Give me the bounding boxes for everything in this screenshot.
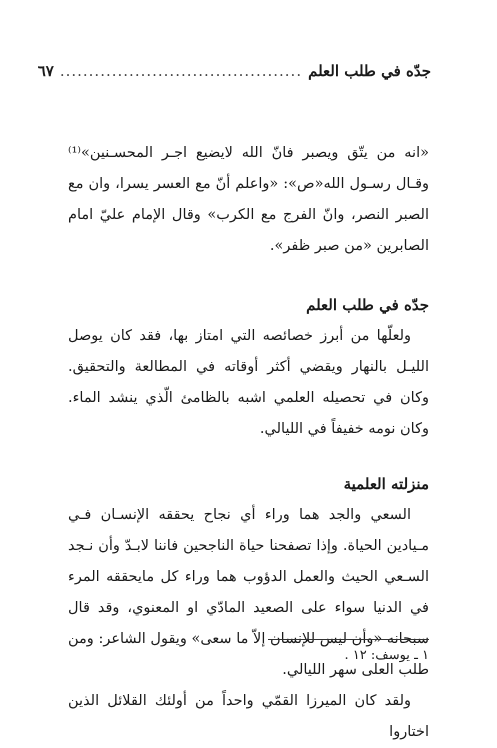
footnote-separator: [268, 639, 429, 640]
page-number: ٦٧: [37, 62, 54, 80]
spacer: [68, 262, 429, 290]
footnote: ١ ـ يوسف: ١٢ .: [344, 648, 429, 663]
diligence-paragraph: ولعلّها من أبرز خصائصه التي امتاز بها، فقد كان يوصل الليـل بالنهار ويقضي أكثر أوقاته في المطالعة والتحقيق. وكان في تحصيله العلمي اشبه بالظامئ الّذي ينشد الماء. وكان نومه خفيفاً في الليالي.: [68, 328, 429, 437]
intro-paragraph: «انه من يتّق ويصبر فانّ الله لايضيع اجـر المحسـنين»⁽¹⁾ وقـال رسـول الله«ص»: «واعلم أنّ مع العسر يسرا، وان مع الصبر النصر، وانّ الفرج مع الكرب» وقال الإمام عليّ امام الصابرين «من صبر ظفر».: [68, 145, 429, 254]
section-heading-scholarly-status: منزلته العلمية: [343, 475, 429, 493]
section-heading-diligence: جدّه في طلب العلم: [306, 296, 429, 314]
continuation-paragraph: ولقد كان الميرزا القمّي واحداً من أولئك القلائل الذين اختاروا: [68, 693, 429, 740]
spacer: [68, 445, 429, 469]
running-header: [37, 62, 431, 88]
running-header-title: جدّه في طلب العلم: [308, 62, 431, 80]
leader-dots: ..........................................: [59, 62, 303, 80]
scholarly-status-paragraph: السعي والجد هما وراء أي نجاح يحققه الإنسـان فـي مـيادين الحياة. وإذا تصفحنا حياة الناجحين فاننا لابـدّ وأن نـجد السـعي الحيث والعمل الدؤوب هما وراء كل مايحققه المرء في الدنيا سواء على الصعيد المادّي او المعنوي، وقد قال سبحانه «وأن ليس للإنسان إلاّ ما سعى» ويقول الشاعر: ومن طلب العلى سهر الليالي.: [68, 507, 429, 678]
